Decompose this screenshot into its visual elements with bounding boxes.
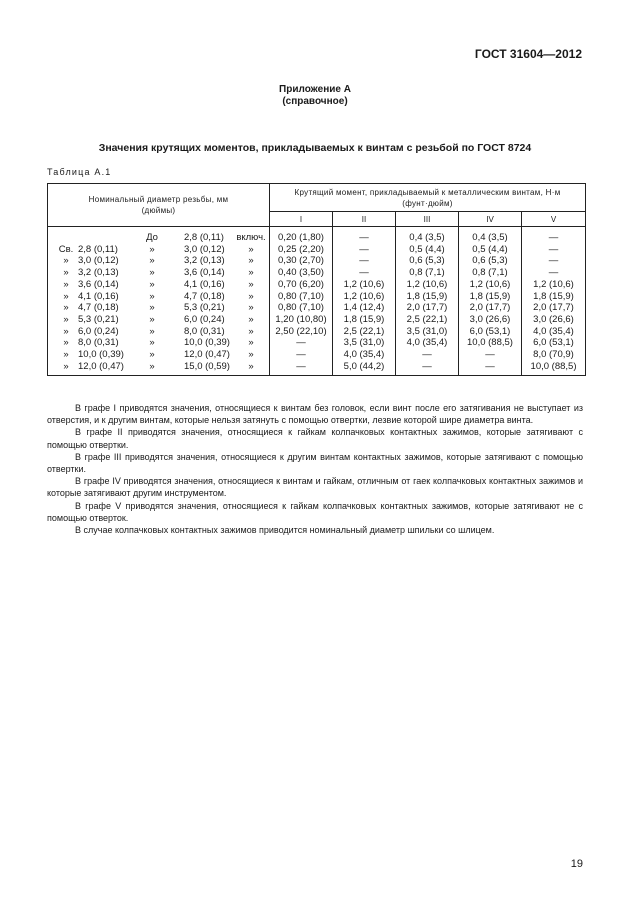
- group-header: V: [522, 212, 586, 227]
- torque-value-cell: 0,80 (7,10): [270, 291, 333, 303]
- torque-value-cell: —: [459, 349, 522, 361]
- range-qualifier: »: [149, 267, 155, 279]
- group-header: I: [270, 212, 333, 227]
- torque-value-cell: —: [459, 361, 522, 376]
- range-from: 10,0 (0,39): [78, 349, 124, 361]
- torque-value-cell: 5,0 (44,2): [333, 361, 396, 376]
- torque-value-cell: 0,5 (4,4): [459, 244, 522, 256]
- table-row: [48, 255, 586, 267]
- torque-value-cell: 0,8 (7,1): [459, 267, 522, 279]
- torque-value-cell: 2,5 (22,1): [396, 314, 459, 326]
- annex-subtitle: (справочное): [282, 96, 348, 107]
- torque-value-cell: 3,0 (26,6): [522, 314, 586, 326]
- range-qualifier: »: [149, 325, 155, 337]
- torque-value-cell: 0,30 (2,70): [270, 255, 333, 267]
- torque-value-cell: —: [333, 227, 396, 244]
- torque-value-cell: 0,40 (3,50): [270, 267, 333, 279]
- torque-value-cell: —: [333, 267, 396, 279]
- range-to: 4,1 (0,16): [184, 278, 225, 290]
- range-suffix: »: [248, 278, 254, 290]
- torque-value-cell: 0,4 (3,5): [459, 227, 522, 244]
- range-from: 3,6 (0,14): [78, 278, 119, 290]
- range-prefix: »: [63, 337, 69, 349]
- range-to: 10,0 (0,39): [184, 337, 230, 349]
- torque-value-cell: 4,0 (35,4): [396, 337, 459, 349]
- range-prefix: »: [63, 267, 69, 279]
- range-qualifier: »: [149, 278, 155, 290]
- range-from: 3,2 (0,13): [78, 267, 119, 279]
- range-suffix: включ.: [236, 232, 266, 243]
- range-to: 3,6 (0,14): [184, 267, 225, 279]
- torque-value-cell: —: [333, 244, 396, 256]
- range-qualifier: »: [149, 360, 155, 372]
- range-to: 6,0 (0,24): [184, 313, 225, 325]
- torque-value-cell: —: [396, 361, 459, 376]
- torque-value-cell: 1,2 (10,6): [333, 291, 396, 303]
- torque-value-cell: 6,0 (53,1): [459, 326, 522, 338]
- table-row: [48, 361, 586, 376]
- table-row: [48, 314, 586, 326]
- diameter-cell: [48, 267, 270, 279]
- torque-column-header: Крутящий момент, прикладываемый к металлическим винтам, Н·м (фунт·дюйм): [270, 184, 586, 212]
- torque-value-cell: 2,5 (22,1): [333, 326, 396, 338]
- diameter-column-header: Номинальный диаметр резьбы, мм (дюймы): [48, 184, 270, 227]
- range-prefix: Св.: [58, 243, 74, 255]
- range-prefix: »: [63, 313, 69, 325]
- range-to: 12,0 (0,47): [184, 349, 230, 361]
- torque-value-cell: 3,5 (31,0): [333, 337, 396, 349]
- torque-value-cell: 0,6 (5,3): [396, 255, 459, 267]
- torque-value-cell: 1,2 (10,6): [333, 279, 396, 291]
- torque-table: [47, 183, 586, 376]
- range-from: 12,0 (0,47): [78, 360, 124, 372]
- range-prefix: »: [63, 255, 69, 267]
- torque-value-cell: 2,0 (17,7): [396, 302, 459, 314]
- torque-value-cell: 0,4 (3,5): [396, 227, 459, 244]
- torque-value-cell: 0,25 (2,20): [270, 244, 333, 256]
- diameter-cell: [48, 255, 270, 267]
- range-qualifier: »: [149, 337, 155, 349]
- range-suffix: »: [248, 313, 254, 325]
- document-code: ГОСТ 31604—2012: [474, 47, 582, 61]
- diameter-cell: [48, 326, 270, 338]
- range-prefix: »: [63, 278, 69, 290]
- torque-value-cell: 1,8 (15,9): [396, 291, 459, 303]
- section-heading: Значения крутящих моментов, прикладываемых к винтам с резьбой по ГОСТ 8724: [98, 142, 532, 154]
- range-from: 4,1 (0,16): [78, 290, 119, 302]
- note-paragraph: В графе I приводятся значения, относящиеся к винтам без головок, если винт после его затягивания не выступает из отверстия, и к другим винтам, которые нельзя затянуть с помощью отвертки, лезвие которой шире диаметра винта.: [47, 403, 583, 426]
- annex-title: Приложение А: [279, 84, 351, 95]
- range-suffix: »: [248, 325, 254, 337]
- torque-value-cell: 0,5 (4,4): [396, 244, 459, 256]
- range-qualifier: »: [149, 290, 155, 302]
- note-paragraph: В графе II приводятся значения, относящиеся к гайкам колпачковых контактных зажимов, которые затягивают с помощью отвертки.: [47, 427, 583, 450]
- diameter-cell: [48, 291, 270, 303]
- note-paragraph: В графе III приводятся значения, относящиеся к другим винтам контактных зажимов, которые затягивают с помощью отвертки.: [47, 451, 583, 475]
- note-paragraph: В графе IV приводятся значения, относящиеся к винтам и гайкам, отличным от гаек колпачковых контактных зажимов и которые затягивают другим инструментом.: [47, 476, 583, 499]
- diameter-cell: [48, 314, 270, 326]
- torque-value-cell: 2,0 (17,7): [522, 302, 586, 314]
- torque-value-cell: —: [522, 227, 586, 244]
- table-row: [48, 302, 586, 314]
- range-suffix: »: [248, 255, 254, 267]
- table-row: [48, 279, 586, 291]
- range-qualifier: »: [149, 313, 155, 325]
- torque-value-cell: 4,0 (35,4): [522, 326, 586, 338]
- torque-value-cell: 2,0 (17,7): [459, 302, 522, 314]
- range-from: 3,0 (0,12): [78, 255, 119, 267]
- torque-value-cell: 4,0 (35,4): [333, 349, 396, 361]
- table-row: [48, 326, 586, 338]
- range-prefix: »: [63, 302, 69, 314]
- page-number: 19: [570, 858, 583, 870]
- range-qualifier: »: [149, 302, 155, 314]
- diameter-cell: [48, 279, 270, 291]
- range-prefix: »: [63, 290, 69, 302]
- range-suffix: »: [248, 267, 254, 279]
- torque-value-cell: 0,6 (5,3): [459, 255, 522, 267]
- range-suffix: »: [248, 337, 254, 349]
- note-paragraph: В случае колпачковых контактных зажимов приводится номинальный диаметр шпильки со шлицем.: [75, 525, 495, 536]
- range-to: 8,0 (0,31): [184, 325, 225, 337]
- range-qualifier: »: [149, 349, 155, 361]
- range-to: 2,8 (0,11): [184, 232, 224, 243]
- diameter-cell: [48, 349, 270, 361]
- torque-value-cell: —: [396, 349, 459, 361]
- range-prefix: »: [63, 360, 69, 372]
- group-header: II: [333, 212, 396, 227]
- note-paragraph: В графе V приводятся значения, относящиеся к гайкам колпачковых контактных зажимов, которые затягивают не с помощью отверток.: [47, 500, 583, 523]
- range-qualifier: До: [146, 232, 158, 243]
- group-header: III: [396, 212, 459, 227]
- torque-value-cell: 1,20 (10,80): [270, 314, 333, 326]
- table-row: [48, 267, 586, 279]
- torque-value-cell: —: [522, 244, 586, 256]
- range-to: 15,0 (0,59): [184, 360, 230, 372]
- range-suffix: »: [248, 243, 254, 255]
- diameter-cell: [48, 337, 270, 349]
- range-qualifier: »: [149, 243, 155, 255]
- annex-block: [0, 84, 630, 108]
- table-row: [48, 349, 586, 361]
- diameter-cell: [48, 244, 270, 256]
- range-to: 5,3 (0,21): [184, 302, 225, 314]
- torque-value-cell: 10,0 (88,5): [522, 361, 586, 376]
- torque-value-cell: —: [522, 267, 586, 279]
- torque-value-cell: —: [522, 255, 586, 267]
- torque-value-cell: 1,8 (15,9): [459, 291, 522, 303]
- range-from: 8,0 (0,31): [78, 337, 119, 349]
- torque-value-cell: 0,20 (1,80): [270, 227, 333, 244]
- torque-value-cell: 1,2 (10,6): [459, 279, 522, 291]
- torque-value-cell: 3,0 (26,6): [459, 314, 522, 326]
- diameter-cell: [48, 302, 270, 314]
- torque-value-cell: 0,8 (7,1): [396, 267, 459, 279]
- torque-value-cell: 1,8 (15,9): [522, 291, 586, 303]
- torque-value-cell: 1,4 (12,4): [333, 302, 396, 314]
- diameter-cell: [48, 227, 270, 244]
- range-suffix: »: [248, 302, 254, 314]
- range-from: 5,3 (0,21): [78, 313, 119, 325]
- torque-value-cell: 10,0 (88,5): [459, 337, 522, 349]
- torque-value-cell: 3,5 (31,0): [396, 326, 459, 338]
- range-from: 2,8 (0,11): [78, 243, 118, 255]
- torque-value-cell: 2,50 (22,10): [270, 326, 333, 338]
- torque-value-cell: 8,0 (70,9): [522, 349, 586, 361]
- torque-value-cell: —: [270, 337, 333, 349]
- range-suffix: »: [248, 349, 254, 361]
- group-header: IV: [459, 212, 522, 227]
- torque-value-cell: —: [270, 349, 333, 361]
- range-to: 4,7 (0,18): [184, 290, 225, 302]
- table-row: [48, 244, 586, 256]
- table-row: [48, 291, 586, 303]
- range-suffix: »: [248, 290, 254, 302]
- range-from: 6,0 (0,24): [78, 325, 119, 337]
- range-suffix: »: [248, 360, 254, 372]
- torque-value-cell: 0,70 (6,20): [270, 279, 333, 291]
- torque-value-cell: 6,0 (53,1): [522, 337, 586, 349]
- torque-value-cell: 1,2 (10,6): [522, 279, 586, 291]
- notes: [47, 402, 583, 536]
- table-caption: Таблица А.1: [47, 167, 112, 177]
- diameter-cell: [48, 361, 270, 376]
- table-row: [48, 227, 586, 244]
- range-from: 4,7 (0,18): [78, 302, 119, 314]
- torque-value-cell: —: [333, 255, 396, 267]
- table-row: [48, 337, 586, 349]
- range-to: 3,0 (0,12): [184, 243, 225, 255]
- range-prefix: »: [63, 349, 69, 361]
- torque-value-cell: 1,8 (15,9): [333, 314, 396, 326]
- range-to: 3,2 (0,13): [184, 255, 225, 267]
- torque-value-cell: —: [270, 361, 333, 376]
- torque-value-cell: 0,80 (7,10): [270, 302, 333, 314]
- table-body: [48, 227, 586, 376]
- range-prefix: »: [63, 325, 69, 337]
- range-qualifier: »: [149, 255, 155, 267]
- torque-value-cell: 1,2 (10,6): [396, 279, 459, 291]
